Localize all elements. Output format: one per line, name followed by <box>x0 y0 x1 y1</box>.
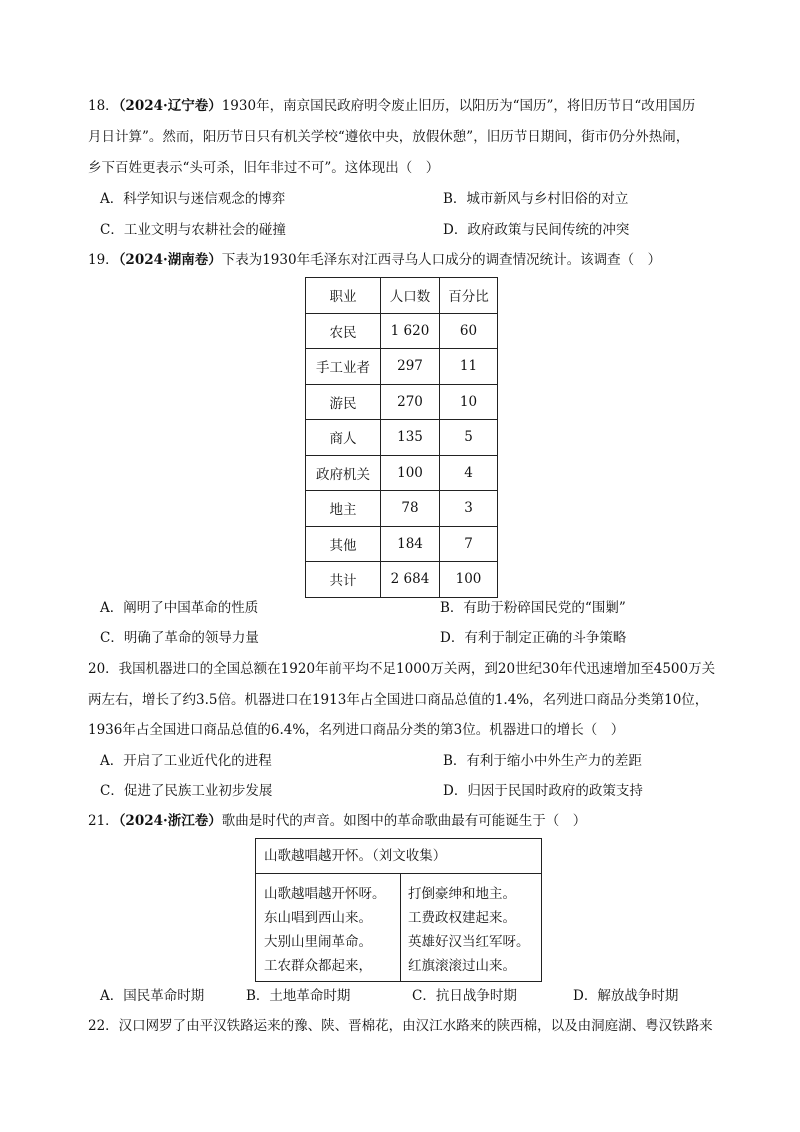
cell-percent: 7 <box>440 526 498 562</box>
q18-option-b[interactable]: B．城市新风与乡村旧俗的对立 <box>443 191 629 207</box>
q19-option-a[interactable]: A．阐明了中国革命的性质 <box>100 600 259 616</box>
cell-percent: 3 <box>440 491 498 527</box>
q19-option-b[interactable]: B．有助于粉碎国民党的“围剿” <box>440 600 626 616</box>
q18-stem-1: 1930年，南京国民政府明令废止旧历，以阳历为“国历”，将旧历节日“改用国历 <box>221 98 696 114</box>
song-line: 工农群众都起来， <box>264 958 372 974</box>
q20-option-a[interactable]: A．开启了工业近代化的进程 <box>100 753 272 769</box>
q19-line-1 <box>88 250 661 270</box>
q19-stem: 下表为1930年毛泽东对江西寻乌人口成分的调查情况统计。该调查（ ） <box>221 252 662 268</box>
cell-population: 270 <box>381 384 440 420</box>
cell-occupation: 农民 <box>306 313 381 349</box>
song-line: 山歌越唱越开怀呀。 <box>264 886 386 902</box>
cell-occupation: 共计 <box>306 562 381 598</box>
cell-population: 184 <box>381 526 440 562</box>
song-right-column <box>408 882 530 978</box>
cell-population: 100 <box>381 455 440 491</box>
table-row <box>306 455 498 491</box>
cell-occupation: 政府机关 <box>306 455 381 491</box>
q19-number: 19． <box>88 252 119 268</box>
q21-stem: 歌曲是时代的声音。如图中的革命歌曲最有可能诞生于（ ） <box>221 813 587 829</box>
cell-occupation: 地主 <box>306 491 381 527</box>
q20-option-b[interactable]: B．有利于缩小中外生产力的差距 <box>443 753 642 769</box>
song-line: 英雄好汉当红军呀。 <box>408 934 530 950</box>
header-population: 人口数 <box>381 278 440 314</box>
song-box <box>255 838 542 982</box>
q21-line-1 <box>88 811 586 831</box>
q18-line-1 <box>88 96 695 116</box>
q21-option-a[interactable]: A．国民革命时期 <box>100 988 205 1004</box>
song-line: 工费政权建起来。 <box>408 910 516 926</box>
cell-percent: 5 <box>440 420 498 456</box>
table-row <box>306 349 498 385</box>
population-table <box>305 277 498 598</box>
q18-source: （2024·辽宁卷） <box>118 98 222 114</box>
header-occupation: 职业 <box>306 278 381 314</box>
song-title: 山歌越唱越开怀。（刘文收集） <box>256 839 541 874</box>
q18-line-2: 月日计算”。然而，阳历节日只有机关学校“遵依中央，放假休憩”，旧历节日期间，街市仍分外热闹， <box>88 129 690 145</box>
q20-line-3: 1936年占全国进口商品总值的6.4%，名列进口商品分类的第3位。机器进口的增长（ ） <box>88 722 625 738</box>
cell-population: 1 620 <box>381 313 440 349</box>
q19-source: （2024·湖南卷） <box>118 252 222 268</box>
cell-percent: 100 <box>440 562 498 598</box>
cell-occupation: 其他 <box>306 526 381 562</box>
song-line: 东山唱到西山来。 <box>264 910 372 926</box>
cell-occupation: 游民 <box>306 384 381 420</box>
header-percent: 百分比 <box>440 278 498 314</box>
table-header-row <box>306 278 498 314</box>
q20-option-d[interactable]: D．归因于民国时政府的政策支持 <box>443 783 643 799</box>
q21-option-d[interactable]: D．解放战争时期 <box>573 988 679 1004</box>
q19-option-c[interactable]: C．明确了革命的领导力量 <box>100 630 259 646</box>
cell-population: 78 <box>381 491 440 527</box>
song-left-column <box>264 882 386 978</box>
song-line: 红旗滚滚过山来。 <box>408 958 516 974</box>
q21-number: 21． <box>88 813 119 829</box>
table-row <box>306 313 498 349</box>
q19-option-d[interactable]: D．有利于制定正确的斗争策略 <box>440 630 627 646</box>
cell-population: 297 <box>381 349 440 385</box>
song-line: 大别山里闹革命。 <box>264 934 372 950</box>
q18-option-a[interactable]: A．科学知识与迷信观念的博弈 <box>100 191 286 207</box>
table-row <box>306 384 498 420</box>
q20-line-2: 两左右，增长了约3.5倍。机器进口在1913年占全国进口商品总值的1.4%，名列进口商品分类第10位， <box>88 692 709 708</box>
table-row <box>306 526 498 562</box>
table-row <box>306 491 498 527</box>
q18-option-d[interactable]: D．政府政策与民间传统的冲突 <box>443 222 630 238</box>
q21-option-c[interactable]: C．抗日战争时期 <box>412 988 517 1004</box>
q18-option-c[interactable]: C．工业文明与农耕社会的碰撞 <box>100 222 286 238</box>
song-lyrics <box>256 874 541 982</box>
table-row <box>306 562 498 598</box>
q18-line-3: 乡下百姓更表示“头可杀，旧年非过不可”。这体现出（ ） <box>88 160 440 176</box>
cell-population: 135 <box>381 420 440 456</box>
cell-percent: 60 <box>440 313 498 349</box>
q22-line-1: 22．汉口网罗了由平汉铁路运来的豫、陕、晋棉花，由汉江水路来的陕西棉，以及由洞庭湖、粤汉铁路来 <box>88 1018 713 1034</box>
cell-occupation: 商人 <box>306 420 381 456</box>
cell-percent: 4 <box>440 455 498 491</box>
song-divider <box>400 874 401 982</box>
table-row <box>306 420 498 456</box>
cell-occupation: 手工业者 <box>306 349 381 385</box>
cell-percent: 10 <box>440 384 498 420</box>
song-line: 打倒豪绅和地主。 <box>408 886 516 902</box>
q21-source: （2024·浙江卷） <box>118 813 222 829</box>
cell-population: 2 684 <box>381 562 440 598</box>
q20-option-c[interactable]: C．促进了民族工业初步发展 <box>100 783 273 799</box>
q21-option-b[interactable]: B．土地革命时期 <box>246 988 351 1004</box>
q18-number: 18． <box>88 98 119 114</box>
cell-percent: 11 <box>440 349 498 385</box>
q20-line-1: 20．我国机器进口的全国总额在1920年前平均不足1000万关两，到20世纪30年代迅速增加至4500万关 <box>88 661 716 677</box>
